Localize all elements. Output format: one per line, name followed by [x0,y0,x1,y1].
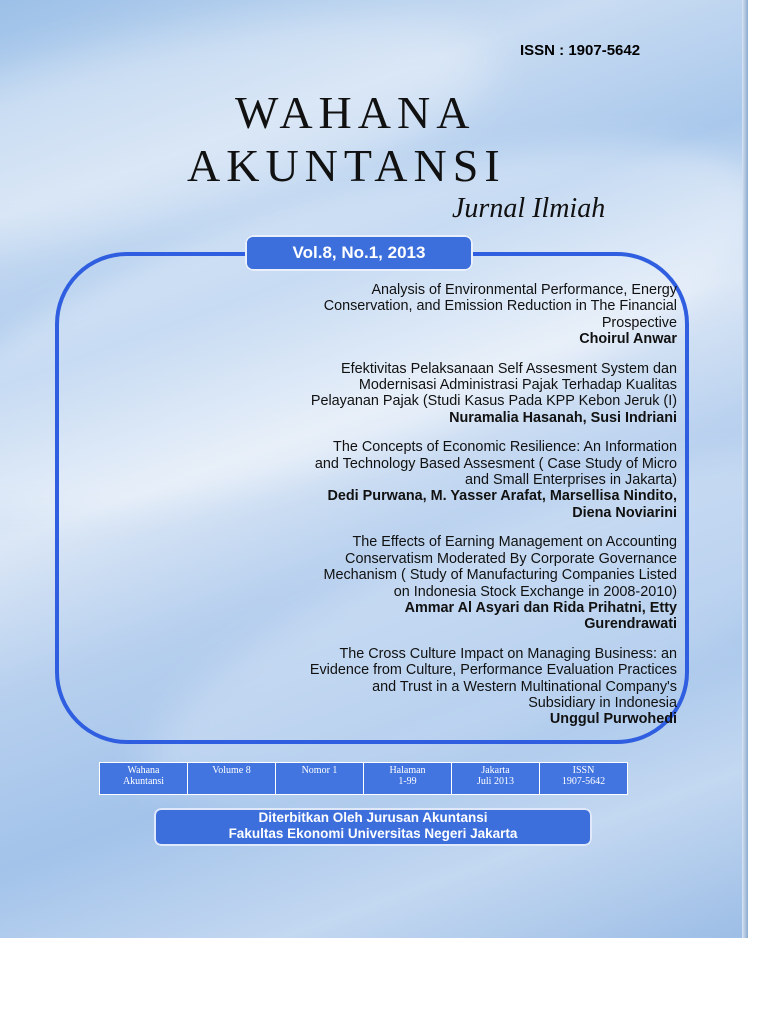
article-title-line: Subsidiary in Indonesia [528,694,677,711]
info-table-cell [188,763,276,795]
article-author-line: Dedi Purwana, M. Yasser Arafat, Marsellisa Nindito, [327,488,677,505]
publisher-box [154,808,592,846]
article-author-line: Diena Noviarini [572,504,677,521]
article-title-line: Conservatism Moderated By Corporate Governance [345,550,677,567]
article-title-line: Efektivitas Pelaksanaan Self Assesment System dan [341,360,677,377]
article-entry [190,534,677,632]
publisher-line2: Fakultas Ekonomi Universitas Negeri Jakarta [228,826,518,841]
info-table-cell-text: Halaman [389,765,426,776]
article-title-line: Analysis of Environmental Performance, Energy [371,282,677,298]
article-title-line: on Indonesia Stock Exchange in 2008-2010) [393,583,677,600]
info-table-cell [540,763,628,795]
info-table-cell [276,763,364,795]
article-author-line: Choirul Anwar [579,331,677,348]
journal-subtitle: Jurnal Ilmiah [452,193,606,224]
article-title-line: Prospective [601,314,677,331]
info-table-cell-text: Juli 2013 [477,776,514,787]
journal-title-line2: AKUNTANSI [187,140,506,191]
journal-title-line1: WAHANA [235,87,476,138]
article-entry [190,282,677,348]
table-of-contents [190,282,677,741]
info-table-cell-text: ISSN [572,765,595,776]
article-title-line: Conservation, and Emission Reduction in The Financial [323,298,677,315]
info-table-cell-text: Volume 8 [212,765,251,776]
article-title-line: and Technology Based Assesment ( Case Study of Micro [314,455,677,472]
article-author-line: Ammar Al Asyari dan Rida Prihatni, Etty [404,599,677,616]
info-table-cell [452,763,540,795]
info-table-cell-text: 1907-5642 [561,776,606,787]
info-table-cell [364,763,452,795]
article-title-line: and Trust in a Western Multinational Company's [372,678,677,695]
article-title-line: Mechanism ( Study of Manufacturing Companies Listed [323,567,677,584]
article-entry [190,439,677,521]
article-title-line: Pelayanan Pajak (Studi Kasus Pada KPP Kebon Jeruk (I) [310,393,677,410]
volume-badge: Vol.8, No.1, 2013 [245,235,473,271]
issn-label: ISSN : 1907-5642 [520,42,641,59]
article-title-line: The Cross Culture Impact on Managing Business: an [339,645,677,662]
article-title-line: Evidence from Culture, Performance Evaluation Practices [309,662,677,679]
article-title-line: The Concepts of Economic Resilience: An Information [333,439,677,456]
info-table-cell-text: Akuntansi [122,776,165,787]
publisher-line1: Diterbitkan Oleh Jurusan Akuntansi [258,810,488,825]
article-title-line: Modernisasi Administrasi Pajak Terhadap Kualitas [358,377,677,394]
article-entry [190,361,677,427]
article-entry [190,646,677,728]
article-author-line: Gurendrawati [584,616,677,633]
info-table-cell-text: Wahana [127,765,160,776]
info-table-row [100,763,628,795]
page-edge [742,0,748,938]
info-table-cell-text: 1-99 [398,776,417,787]
article-title-line: and Small Enterprises in Jakarta) [465,472,677,489]
article-title-line: The Effects of Earning Management on Accounting [352,534,677,551]
info-table-cell [100,763,188,795]
info-table-cell-text: Jakarta [481,765,510,776]
article-author-line: Unggul Purwohedi [549,711,677,728]
article-author-line: Nuramalia Hasanah, Susi Indriani [449,409,677,426]
info-table-cell-text: Nomor 1 [301,765,338,776]
info-table [99,762,628,795]
